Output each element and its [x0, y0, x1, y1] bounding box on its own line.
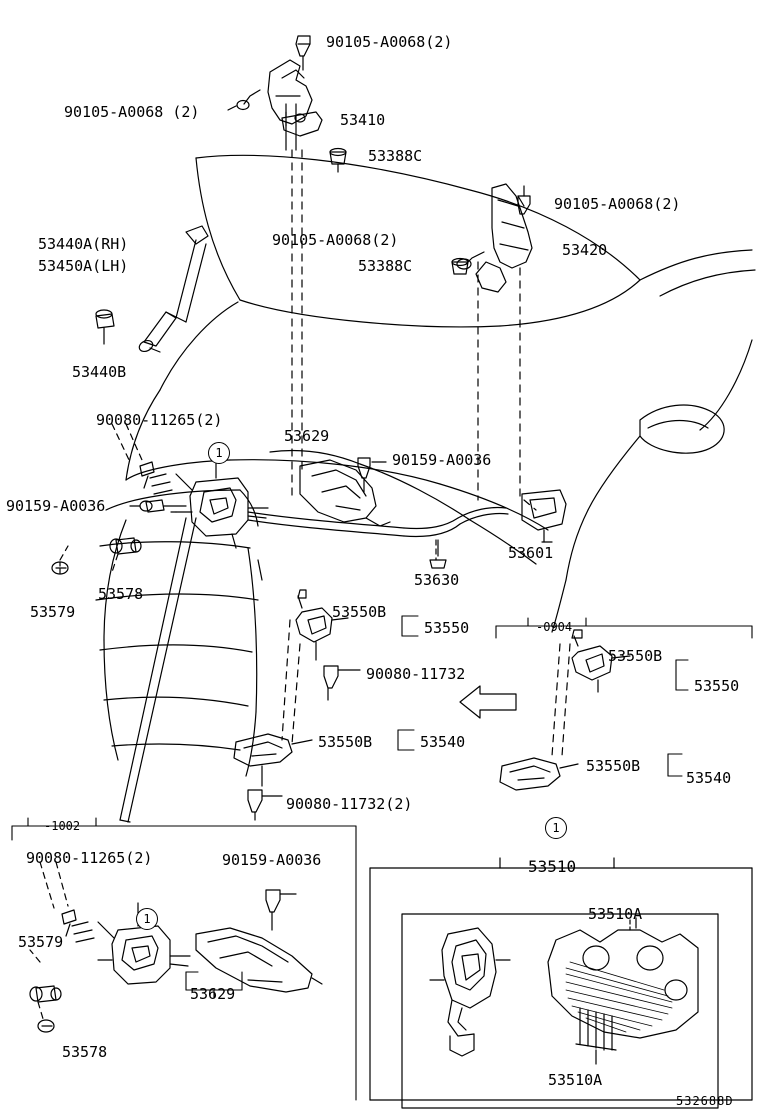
- callout-53578-bottom: 53578: [62, 1043, 108, 1061]
- callout-53440A-RH: 53440A(RH): [38, 235, 129, 253]
- callout-90080-11265-2-bottom: 90080-11265(2): [26, 849, 153, 867]
- callout-53550-left: 53550: [424, 619, 470, 637]
- callout-90105-A0068-2-top: 90105-A0068(2): [326, 33, 453, 51]
- callout-date-0904: -0904: [536, 620, 573, 634]
- callout-53420: 53420: [562, 241, 608, 259]
- callout-53550-right: 53550: [694, 677, 740, 695]
- callout-53510: 53510: [528, 857, 577, 876]
- callout-53579-bottom: 53579: [18, 933, 64, 951]
- callout-90159-A0036-bottom: 90159-A0036: [222, 851, 322, 869]
- circle-marker-1-top: 1: [208, 442, 230, 464]
- callout-53540-left: 53540: [420, 733, 466, 751]
- callout-53410: 53410: [340, 111, 386, 129]
- callout-90105-A0068-2-right: 90105-A0068(2): [554, 195, 681, 213]
- circle-marker-1-detail: 1: [545, 817, 567, 839]
- callout-90159-A0036-top: 90159-A0036: [392, 451, 492, 469]
- callout-53550B-right-lower: 53550B: [586, 757, 641, 775]
- callout-53550B-upper-left: 53550B: [332, 603, 387, 621]
- callout-53550B-lower-left: 53550B: [318, 733, 373, 751]
- callout-53540-right: 53540: [686, 769, 732, 787]
- circle-marker-1-bottom: 1: [136, 908, 158, 930]
- callout-53440B: 53440B: [72, 363, 127, 381]
- callout-53629-bottom: 53629: [190, 985, 236, 1003]
- callout-90080-11732-2: 90080-11732(2): [286, 795, 413, 813]
- callout-53601: 53601: [508, 544, 554, 562]
- callout-90105-A0068-2-left: 90105-A0068 (2): [64, 103, 200, 121]
- callout-53579-top: 53579: [30, 603, 76, 621]
- callout-90105-A0068-2-mid: 90105-A0068(2): [272, 231, 399, 249]
- callout-53629-top: 53629: [284, 427, 330, 445]
- callout-53450A-LH: 53450A(LH): [38, 257, 129, 275]
- callout-53388C-top: 53388C: [368, 147, 423, 165]
- callout-90080-11265-2-top: 90080-11265(2): [96, 411, 223, 429]
- callout-53630: 53630: [414, 571, 460, 589]
- callout-53578-top: 53578: [98, 585, 144, 603]
- callout-53510A-bottom: 53510A: [548, 1071, 603, 1089]
- callout-90080-11732: 90080-11732: [366, 665, 466, 683]
- callout-date-1002: -1002: [44, 819, 81, 833]
- callout-53388C-right: 53388C: [358, 257, 413, 275]
- callout-90159-A0036-left: 90159-A0036: [6, 497, 106, 515]
- callout-53510A-top: 53510A: [588, 905, 643, 923]
- callout-53550B-right-upper: 53550B: [608, 647, 663, 665]
- diagram-code-id: 532688D: [676, 1094, 734, 1108]
